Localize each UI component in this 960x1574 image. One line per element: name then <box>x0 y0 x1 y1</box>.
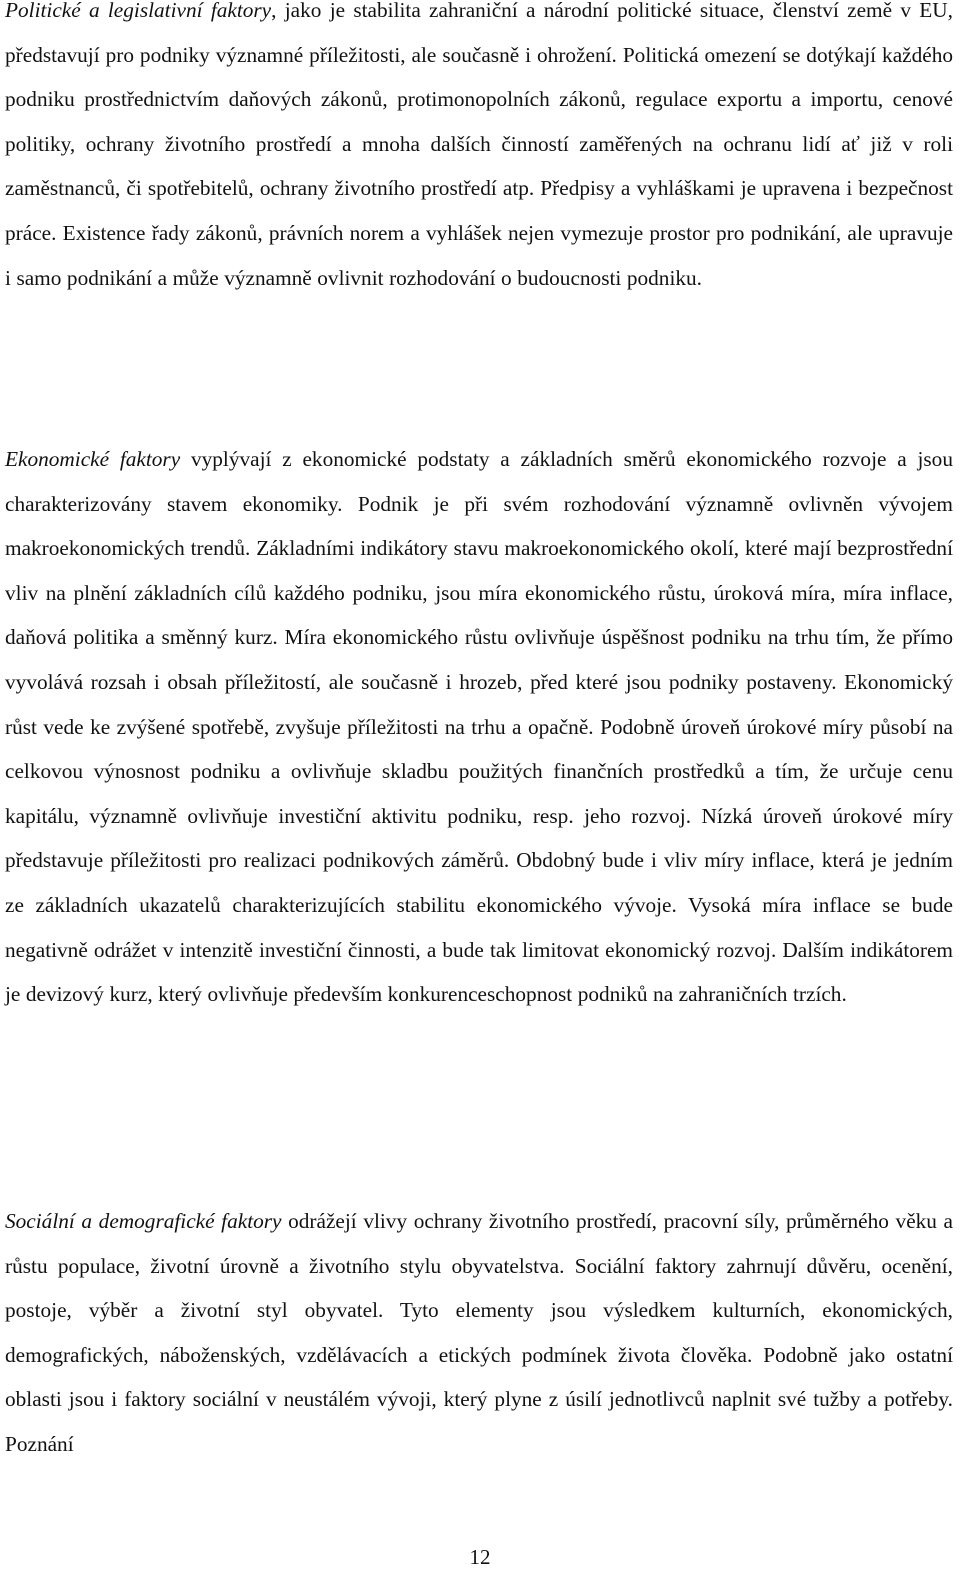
paragraph-body: , jako je stabilita zahraniční a národní politické situace, členství země v EU, představují pro podniky významné příležitosti, ale současně i ohrožení. Politická omezení se dotýkají každého podniku prostřednictvím daňových zákonů, protimonopolních zákonů, regulace exportu a importu, cenové politiky, ochrany životního prostředí a mnoha dalších činností zaměřených na ochranu lidí ať již v roli zaměstnanců, či spotřebitelů, ochrany životního prostředí atp. Předpisy a vyhláškami je upravena i bezpečnost práce. Existence řady zákonů, právních norem a vyhlášek nejen vymezuje prostor pro podnikání, ale upravuje i samo podnikání a může významně ovlivnit rozhodování o budoucnosti podniku. <box>5 0 953 290</box>
paragraph-political-factors <box>5 0 953 300</box>
term-social-demographic: Sociální a demografické faktory <box>5 1209 282 1233</box>
paragraph-body: vyplývají z ekonomické podstaty a základních směrů ekonomického rozvoje a jsou charakterizovány stavem ekonomiky. Podnik je při svém rozhodování významně ovlivněn vývojem makroekonomických trendů. Základními indikátory stavu makroekonomického okolí, které mají bezprostřední vliv na plnění základních cílů každého podniku, jsou míra ekonomického růstu, úroková míra, míra inflace, daňová politika a směnný kurz. Míra ekonomického růstu ovlivňuje úspěšnost podniku na trhu tím, že přímo vyvolává rozsah i obsah příležitostí, ale současně i hrozeb, před které jsou podniky postaveny. Ekonomický růst vede ke zvýšené spotřebě, zvyšuje příležitosti na trhu a opačně. Podobně úroveň úrokové míry působí na celkovou výnosnost podniku a ovlivňuje skladbu použitých finančních prostředků a tím, že určuje cenu kapitálu, významně ovlivňuje investiční aktivitu podniku, resp. jeho rozvoj. Nízká úroveň úrokové míry představuje příležitosti pro realizaci podnikových záměrů. Obdobný bude i vliv míry inflace, která je jedním ze základních ukazatelů charakterizujících stabilitu ekonomického vývoje. Vysoká míra inflace se bude negativně odrážet v intenzitě investiční činnosti, a bude tak limitovat ekonomický rozvoj. Dalším indikátorem je devizový kurz, který ovlivňuje především konkurenceschopnost podniků na zahraničních trzích. <box>5 447 953 1007</box>
term-economic: Ekonomické faktory <box>5 447 181 471</box>
term-political-legislative: Politické a legislativní faktory <box>5 0 272 22</box>
page-number: 12 <box>469 1545 491 1569</box>
paragraph-economic-factors <box>5 437 953 1017</box>
paragraph-body: odrážejí vlivy ochrany životního prostředí, pracovní síly, průměrného věku a růstu populace, životní úrovně a životního stylu obyvatelstva. Sociální faktory zahrnují důvěru, ocenění, postoje, výběr a životní styl obyvatel. Tyto elementy jsou výsledkem kulturních, ekonomických, demografických, náboženských, vzdělávacích a etických podmínek života člověka. Podobně jako ostatní oblasti jsou i faktory sociální v neustálém vývoji, který plyne z úsilí jednotlivců naplnit své tužby a potřeby. Poznání <box>5 1209 954 1456</box>
paragraph-social-factors <box>5 1199 953 1467</box>
